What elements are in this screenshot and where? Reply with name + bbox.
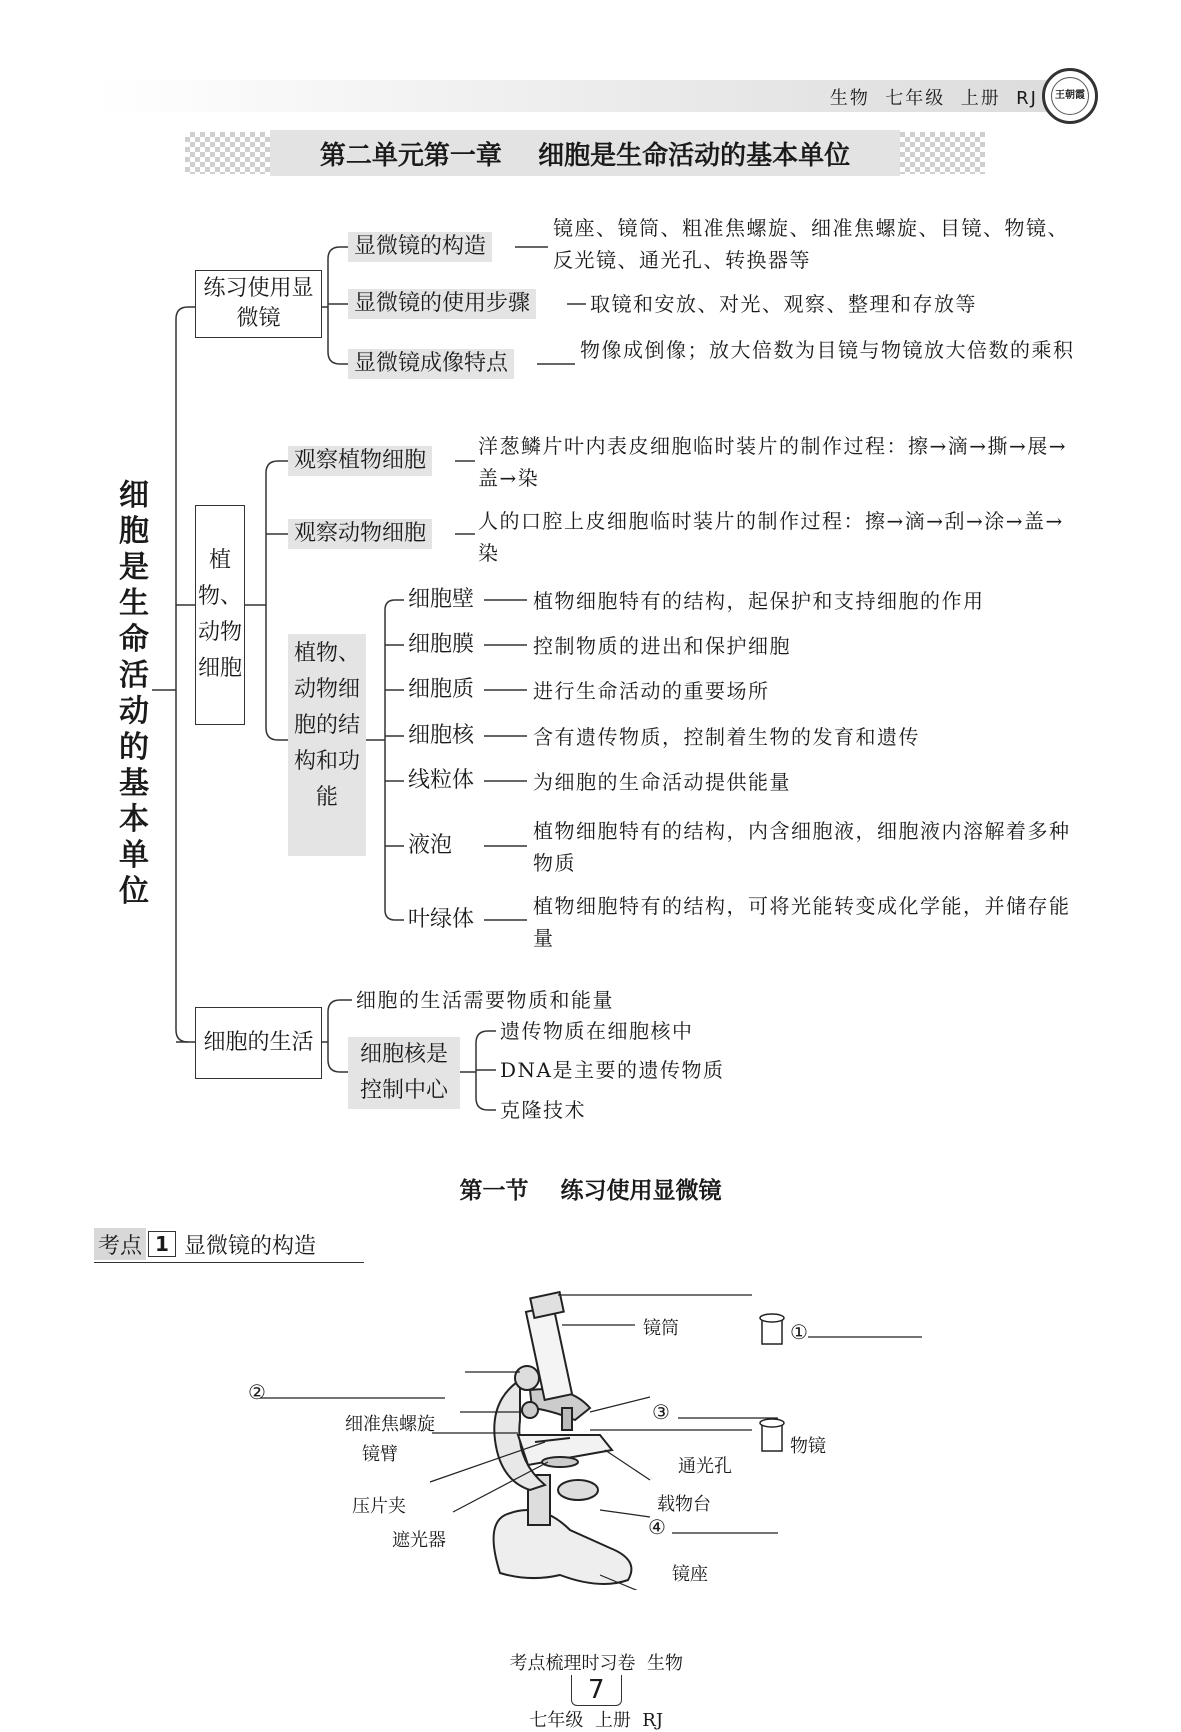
structure-name: 液泡 (408, 833, 453, 858)
microscope-steps-node: 显微镜的使用步骤 (348, 289, 536, 319)
microscope-imaging-node: 显微镜成像特点 (348, 349, 514, 379)
observe-plant-desc: 洋葱鳞片叶内表皮细胞临时装片的制作过程：擦→滴→撕→展→盖→染 (478, 434, 1068, 490)
label-jingzuo: 镜座 (672, 1564, 708, 1585)
structure-name: 叶绿体 (408, 907, 475, 932)
cell-life-item: 细胞的生活需要物质和能量 (356, 988, 614, 1012)
chapter-title: 第二单元第一章 细胞是生命活动的基本单位 (270, 130, 900, 176)
label-zaiwutai: 载物台 (657, 1494, 711, 1515)
fine-focus-knob (522, 1402, 538, 1418)
structure-desc: 植物细胞特有的结构，起保护和支持细胞的作用 (533, 589, 985, 613)
label-wujing: 物镜 (790, 1436, 826, 1457)
branch-microscope-node: 练习使用显微镜 (195, 270, 322, 338)
structure-name: 线粒体 (408, 768, 475, 793)
objective-lens (562, 1408, 572, 1430)
label-tongguangkong: 通光孔 (678, 1456, 732, 1477)
label-zheguangqi: 遮光器 (392, 1530, 446, 1551)
structure-desc: 进行生命活动的重要场所 (533, 679, 770, 703)
blank-marker-3: ③ (652, 1400, 670, 1424)
microscope-structure-node: 显微镜的构造 (348, 232, 492, 262)
nucleus-item: 遗传物质在细胞核中 (500, 1019, 694, 1043)
microscope-base (494, 1510, 632, 1584)
seal-text: 王朝霞 (1051, 77, 1089, 115)
blank-marker-2: ② (248, 1380, 266, 1404)
structure-name: 细胞核 (408, 723, 475, 748)
objective-icon-top (760, 1419, 784, 1427)
blank-marker-1: ① (790, 1320, 808, 1344)
microscope-structure-desc: 镜座、镜筒、粗准焦螺旋、细准焦螺旋、目镜、物镜、反光镜、通光孔、转换器等 (553, 216, 1069, 272)
nucleus-item: DNA是主要的遗传物质 (500, 1058, 725, 1082)
structure-desc: 植物细胞特有的结构，可将光能转变成化学能，并储存能量 (533, 894, 1071, 950)
structure-name: 细胞质 (408, 677, 475, 702)
label-jingtong: 镜筒 (643, 1318, 679, 1339)
section-title: 第一节 练习使用显微镜 (459, 1178, 722, 1204)
label-xizhun: 细准焦螺旋 (345, 1414, 435, 1435)
footer-right: 七年级 上册 RJ (529, 1710, 664, 1731)
structure-desc: 控制物质的进出和保护细胞 (533, 634, 791, 658)
observe-animal-desc: 人的口腔上皮细胞临时装片的制作过程：擦→滴→刮→涂→盖→染 (478, 509, 1064, 565)
eyepiece-icon-top (760, 1314, 784, 1322)
nucleus-control-node: 细胞核是控制中心 (348, 1037, 460, 1109)
observe-plant-node: 观察植物细胞 (288, 446, 432, 476)
structure-name: 细胞壁 (408, 587, 475, 612)
label-jingbi: 镜臂 (362, 1444, 398, 1465)
nucleus-item: 克隆技术 (500, 1098, 586, 1122)
kaodian-prefix: 考点 (94, 1228, 146, 1260)
footer-left: 考点梳理时习卷 生物 (509, 1653, 683, 1674)
kaodian-underline (94, 1262, 364, 1263)
observe-animal-node: 观察动物细胞 (288, 519, 432, 549)
kaodian-number: 1 (148, 1231, 176, 1257)
branch-cells-node: 植物、动物细胞 (195, 505, 245, 725)
microscope-steps-desc: 取镜和安放、对光、观察、整理和存放等 (590, 292, 977, 316)
branch-cell-life-node: 细胞的生活 (195, 1007, 322, 1079)
coarse-focus-knob (515, 1366, 539, 1390)
footer-page-number: 7 (571, 1675, 622, 1706)
microscope-imaging-desc: 物像成倒像；放大倍数为目镜与物镜放大倍数的乘积 (580, 338, 1075, 362)
root-node: 细胞是生命活动的基本单位 (119, 478, 149, 909)
eyepiece (530, 1292, 564, 1318)
structure-desc: 植物细胞特有的结构，内含细胞液，细胞液内溶解着多种物质 (533, 819, 1071, 875)
microscope-diagram (0, 1290, 1181, 1590)
kaodian-title: 显微镜的构造 (184, 1233, 317, 1259)
header-subject-info: 生物 七年级 上册 RJ (829, 88, 1038, 109)
structure-desc: 含有遗传物质，控制着生物的发育和遗传 (533, 725, 920, 749)
page-footer (0, 1628, 1181, 1732)
mirror (558, 1480, 598, 1500)
kaodian-heading (94, 1228, 316, 1260)
structure-function-node: 植物、动物细胞的结构和功能 (288, 634, 366, 856)
structure-name: 细胞膜 (408, 632, 475, 657)
structure-desc: 为细胞的生命活动提供能量 (533, 770, 791, 794)
blank-marker-4: ④ (648, 1515, 666, 1539)
label-yapianjia: 压片夹 (352, 1496, 406, 1517)
